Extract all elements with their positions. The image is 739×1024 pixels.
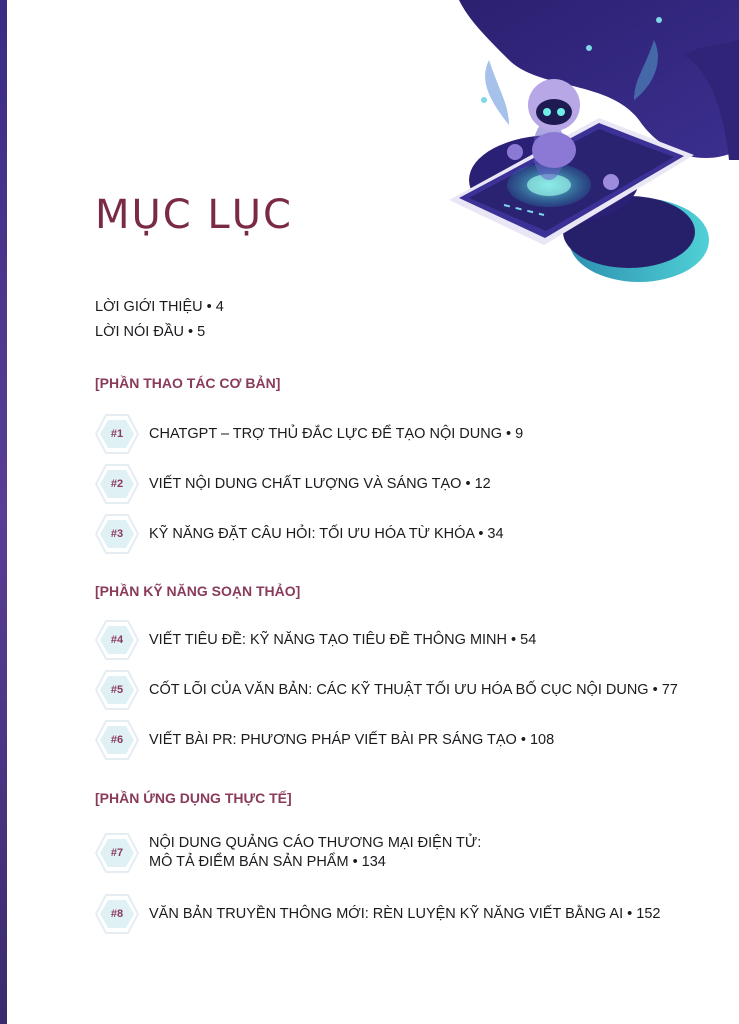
chapter-title: VIẾT BÀI PR: PHƯƠNG PHÁP VIẾT BÀI PR SÁNG TẠO • 108: [149, 731, 555, 748]
chapter-number: #4: [110, 634, 124, 646]
chapter-entry[interactable]: [95, 718, 715, 762]
chapter-entry[interactable]: [95, 618, 715, 662]
preface-entry[interactable]: LỜI NÓI ĐẦU • 5: [95, 324, 206, 340]
chapter-title: [149, 834, 481, 872]
chapter-title: VIẾT TIÊU ĐỀ: KỸ NĂNG TẠO TIÊU ĐỀ THÔNG MINH • 54: [149, 631, 537, 648]
chapter-number: #2: [110, 478, 124, 490]
chapter-number: #5: [110, 684, 124, 696]
hexagon-icon: [95, 718, 139, 762]
chapter-entry[interactable]: [95, 892, 715, 936]
chapter-title: KỸ NĂNG ĐẶT CÂU HỎI: TỐI ƯU HÓA TỪ KHÓA • 34: [149, 525, 504, 542]
chapter-title-line-1: NỘI DUNG QUẢNG CÁO THƯƠNG MẠI ĐIỆN TỬ:: [149, 835, 482, 851]
section-heading-basic: [PHẦN THAO TÁC CƠ BẢN]: [95, 375, 281, 391]
chapter-title: CHATGPT – TRỢ THỦ ĐẮC LỰC ĐỂ TẠO NỘI DUNG • 9: [149, 425, 524, 442]
hexagon-icon: [95, 831, 139, 875]
left-accent-stripe: [0, 0, 7, 1024]
chapter-number: #3: [110, 528, 124, 540]
page-title: MỤC LỤC: [95, 192, 293, 238]
chapter-entry[interactable]: [95, 512, 715, 556]
chapter-title-line-2: MÔ TẢ ĐIỂM BÁN SẢN PHẨM • 134: [149, 854, 386, 870]
section-heading-applied: [PHẦN ỨNG DỤNG THỰC TẾ]: [95, 790, 292, 806]
section-heading-editing: [PHẦN KỸ NĂNG SOẠN THẢO]: [95, 583, 301, 599]
chapter-title: VĂN BẢN TRUYỀN THÔNG MỚI: RÈN LUYỆN KỸ NĂNG VIẾT BẰNG AI • 152: [149, 905, 661, 922]
chapter-number: #1: [110, 428, 124, 440]
chapter-number: #6: [110, 734, 124, 746]
intro-entry[interactable]: LỜI GIỚI THIỆU • 4: [95, 299, 224, 315]
hexagon-icon: [95, 462, 139, 506]
hexagon-icon: [95, 512, 139, 556]
chapter-title: CỐT LÕI CỦA VĂN BẢN: CÁC KỸ THUẬT TỐI ƯU HÓA BỐ CỤC NỘI DUNG • 77: [149, 681, 678, 698]
chapter-entry[interactable]: [95, 412, 715, 456]
hexagon-icon: [95, 412, 139, 456]
chapter-entry[interactable]: [95, 831, 715, 875]
chapter-number: #7: [110, 847, 124, 859]
hexagon-icon: [95, 668, 139, 712]
chapter-entry[interactable]: [95, 668, 715, 712]
hexagon-icon: [95, 892, 139, 936]
robot-smartphone-illustration: [449, 0, 739, 300]
hexagon-icon: [95, 618, 139, 662]
chapter-title: VIẾT NỘI DUNG CHẤT LƯỢNG VÀ SÁNG TẠO • 12: [149, 475, 491, 492]
chapter-number: #8: [110, 908, 124, 920]
chapter-entry[interactable]: [95, 462, 715, 506]
